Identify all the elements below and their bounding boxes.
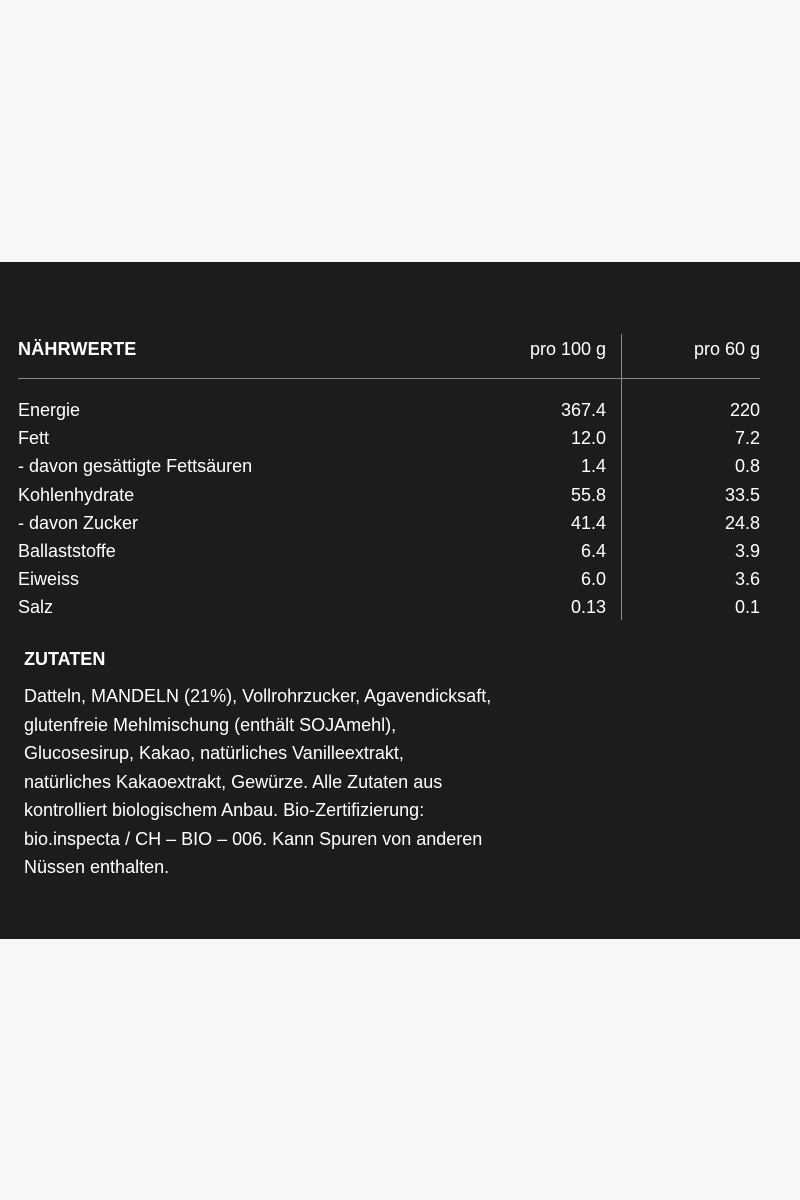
row-label: Salz (18, 597, 54, 618)
row-value-per100: 41.4 (570, 512, 606, 533)
ingredients-line: Nüssen enthalten. (24, 857, 170, 877)
row-label: Energie (18, 400, 81, 420)
row-value-per60: 0.8 (734, 456, 760, 477)
row-value-per60: 220 (729, 400, 760, 420)
row-label: Kohlenhydrate (18, 484, 135, 505)
ingredients-text (24, 682, 544, 882)
row-value-per100: 55.8 (570, 484, 606, 505)
table-row (18, 537, 760, 565)
row-value-per60: 33.5 (724, 484, 760, 505)
row-value-per60: 7.2 (734, 428, 760, 449)
row-value-per100: 1.4 (580, 456, 606, 477)
ingredients-line: Glucosesirup, Kakao, natürliches Vanilleextrakt, (24, 743, 404, 763)
row-value-per100: 6.4 (580, 540, 606, 561)
row-value-per60: 3.6 (734, 569, 760, 590)
column-header-per60: pro 60 g (693, 339, 760, 359)
nutrition-title: NÄHRWERTE (18, 339, 137, 359)
nutrition-rows (18, 396, 760, 622)
ingredients-title: ZUTATEN (24, 649, 106, 669)
row-label: - davon Zucker (18, 512, 139, 533)
row-value-per60: 3.9 (734, 540, 760, 561)
row-value-per60: 24.8 (724, 512, 760, 533)
table-row (18, 396, 760, 424)
column-header-per100: pro 100 g (529, 339, 606, 359)
ingredients-section (24, 646, 544, 882)
ingredients-line: bio.inspecta / CH – BIO – 006. Kann Spuren von anderen (24, 828, 483, 849)
ingredients-line: glutenfreie Mehlmischung (enthält SOJAmehl), (24, 714, 397, 735)
ingredients-line: natürliches Kakaoextrakt, Gewürze. Alle Zutaten aus (24, 771, 443, 792)
row-label: - davon gesättigte Fettsäuren (18, 456, 253, 477)
row-value-per100: 367.4 (560, 400, 606, 420)
ingredients-line: Datteln, MANDELN (21%), Vollrohrzucker, Agavendicksaft, (24, 686, 492, 706)
row-value-per100: 12.0 (570, 428, 606, 449)
row-value-per100: 0.13 (570, 597, 606, 618)
row-label: Eiweiss (18, 569, 80, 590)
table-row (18, 452, 760, 480)
row-value-per100: 6.0 (580, 569, 606, 590)
table-row (18, 565, 760, 593)
header-divider (18, 378, 760, 379)
nutrition-header-row (18, 334, 760, 364)
table-row (18, 424, 760, 452)
table-row (18, 509, 760, 537)
row-label: Fett (18, 428, 50, 449)
row-label: Ballaststoffe (18, 540, 116, 561)
table-row (18, 481, 760, 509)
row-value-per60: 0.1 (734, 597, 760, 618)
product-info-panel (0, 262, 800, 939)
table-row (18, 593, 760, 621)
ingredients-line: kontrolliert biologischem Anbau. Bio-Zertifizierung: (24, 800, 425, 820)
